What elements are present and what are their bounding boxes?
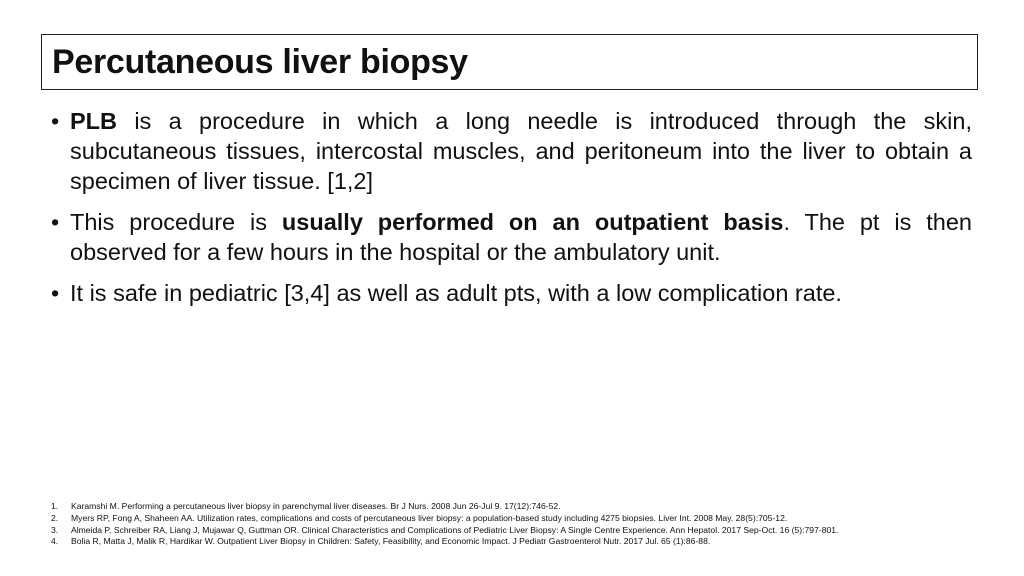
reference-number: 2. bbox=[51, 512, 59, 523]
reference-item-2 bbox=[51, 513, 981, 525]
bullet-1-bold-lead: PLB bbox=[70, 108, 117, 134]
reference-text: Almeida P, Schreiber RA, Liang J, Mujawar Q, Guttman OR. Clinical Characteristics and Complications of Pediatric Liver Biopsy: A Single Centre Experience. Ann Hepatol. 2017 Sep-Oct. 16 (5):797-801. bbox=[71, 524, 839, 535]
reference-item-4 bbox=[51, 536, 981, 548]
bullet-dot-icon: • bbox=[51, 209, 60, 235]
bullet-dot-icon: • bbox=[51, 108, 60, 134]
bullet-1-text: is a procedure in which a long needle is introduced through the skin, subcutaneous tissues, intercostal muscles, and peritoneum into the liver to obtain a specimen of liver tissue. [1,2] bbox=[70, 108, 972, 194]
bullet-item-2 bbox=[51, 207, 972, 267]
bullet-3-text: It is safe in pediatric [3,4] as well as adult pts, with a low complication rate. bbox=[70, 280, 842, 306]
reference-number: 4. bbox=[51, 536, 59, 547]
reference-list bbox=[51, 501, 981, 548]
reference-number: 1. bbox=[51, 501, 59, 511]
reference-item-1 bbox=[51, 501, 981, 513]
reference-text: Myers RP, Fong A, Shaheen AA. Utilization rates, complications and costs of percutaneous liver biopsy: a population-based study including 4275 biopsies. Liver Int. 2008 May. 28(5):705-12. bbox=[71, 512, 788, 523]
bullet-item-1 bbox=[51, 106, 972, 196]
bullet-item-3 bbox=[51, 278, 972, 308]
bullet-2-post: . The pt is then observed for a few hours in the hospital or the ambulatory unit. bbox=[70, 209, 972, 265]
reference-number: 3. bbox=[51, 524, 59, 535]
bullet-list bbox=[51, 106, 972, 319]
reference-text: Bolia R, Matta J, Malik R, Hardikar W. Outpatient Liver Biopsy in Children: Safety, Feasibility, and Economic Impact. J Pediatr Gastroenterol Nutr. 2017 Jul. 65 (1):86-88. bbox=[71, 536, 711, 547]
bullet-2-pre: This procedure is bbox=[70, 209, 282, 235]
reference-text: Karamshi M. Performing a percutaneous liver biopsy in parenchymal liver diseases. Br J Nurs. 2008 Jun 26-Jul 9. 17(12):746-52. bbox=[71, 501, 561, 511]
bullet-dot-icon: • bbox=[51, 280, 60, 306]
bullet-2-bold: usually performed on an outpatient basis bbox=[281, 209, 784, 235]
title-box bbox=[41, 34, 978, 90]
reference-item-3 bbox=[51, 525, 981, 537]
slide-title: Percutaneous liver biopsy bbox=[52, 42, 468, 81]
